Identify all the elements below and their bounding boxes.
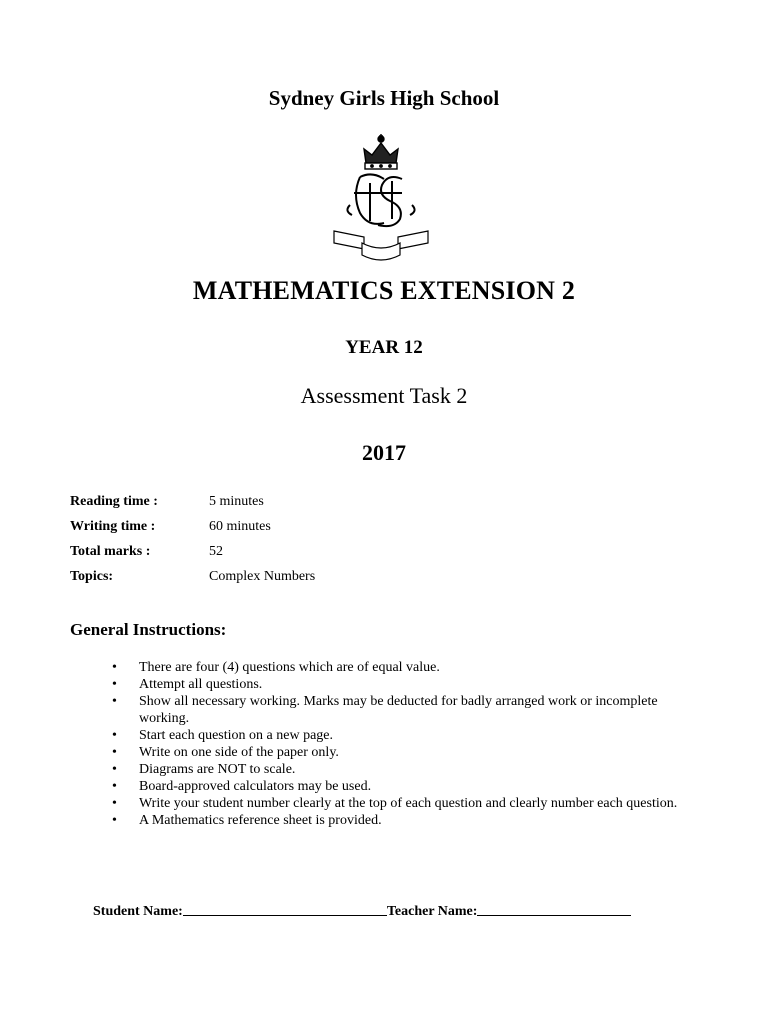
instruction-text: Write your student number clearly at the top of each question and clearly number each question. [139,796,678,811]
detail-label: Topics: [70,569,114,584]
list-item [112,778,692,795]
detail-label: Reading time : [70,494,158,509]
list-item [112,659,692,676]
instruction-text: There are four (4) questions which are of equal value. [139,660,440,675]
exam-subject-title: MATHEMATICS EXTENSION 2 [192,276,576,305]
instruction-text: Board-approved calculators may be used. [139,779,372,794]
detail-value: 5 minutes [209,494,264,509]
teacher-name-field[interactable] [477,914,631,916]
bullet-icon: • [112,677,117,692]
bullet-icon: • [112,813,117,828]
year-level: YEAR 12 [345,337,423,358]
detail-value: 60 minutes [209,519,271,534]
list-item [112,727,692,744]
instructions-list [112,659,692,829]
list-item [112,812,692,829]
bullet-icon: • [112,728,117,743]
instruction-text: Diagrams are NOT to scale. [139,762,296,777]
list-item [112,761,692,778]
detail-label: Total marks : [70,544,151,559]
school-name: Sydney Girls High School [268,86,500,110]
detail-value: Complex Numbers [209,569,316,584]
instruction-text: Start each question on a new page. [139,728,333,743]
general-instructions-heading: General Instructions: [70,620,227,639]
student-name-field[interactable] [183,914,387,916]
teacher-name-label: Teacher Name: [386,904,478,919]
detail-value: 52 [209,544,223,559]
exam-year: 2017 [362,440,406,465]
list-item [112,795,692,812]
bullet-icon: • [112,660,117,675]
assessment-task-title: Assessment Task 2 [300,383,468,408]
instruction-text: Attempt all questions. [139,677,263,692]
list-item [112,744,692,761]
bullet-icon: • [112,745,117,760]
school-crest-logo [330,133,432,265]
instruction-text: Write on one side of the paper only. [139,745,339,760]
bullet-icon: • [112,762,117,777]
student-name-label: Student Name: [93,904,183,919]
bullet-icon: • [112,694,117,709]
bullet-icon: • [112,779,117,794]
instruction-text: Show all necessary working. Marks may be deducted for badly arranged work or incomplete working. [139,694,658,726]
instruction-text: A Mathematics reference sheet is provided. [139,813,382,828]
bullet-icon: • [112,796,117,811]
detail-label: Writing time : [70,519,156,534]
list-item [112,676,692,693]
list-item [112,693,692,727]
name-fields [93,904,631,920]
